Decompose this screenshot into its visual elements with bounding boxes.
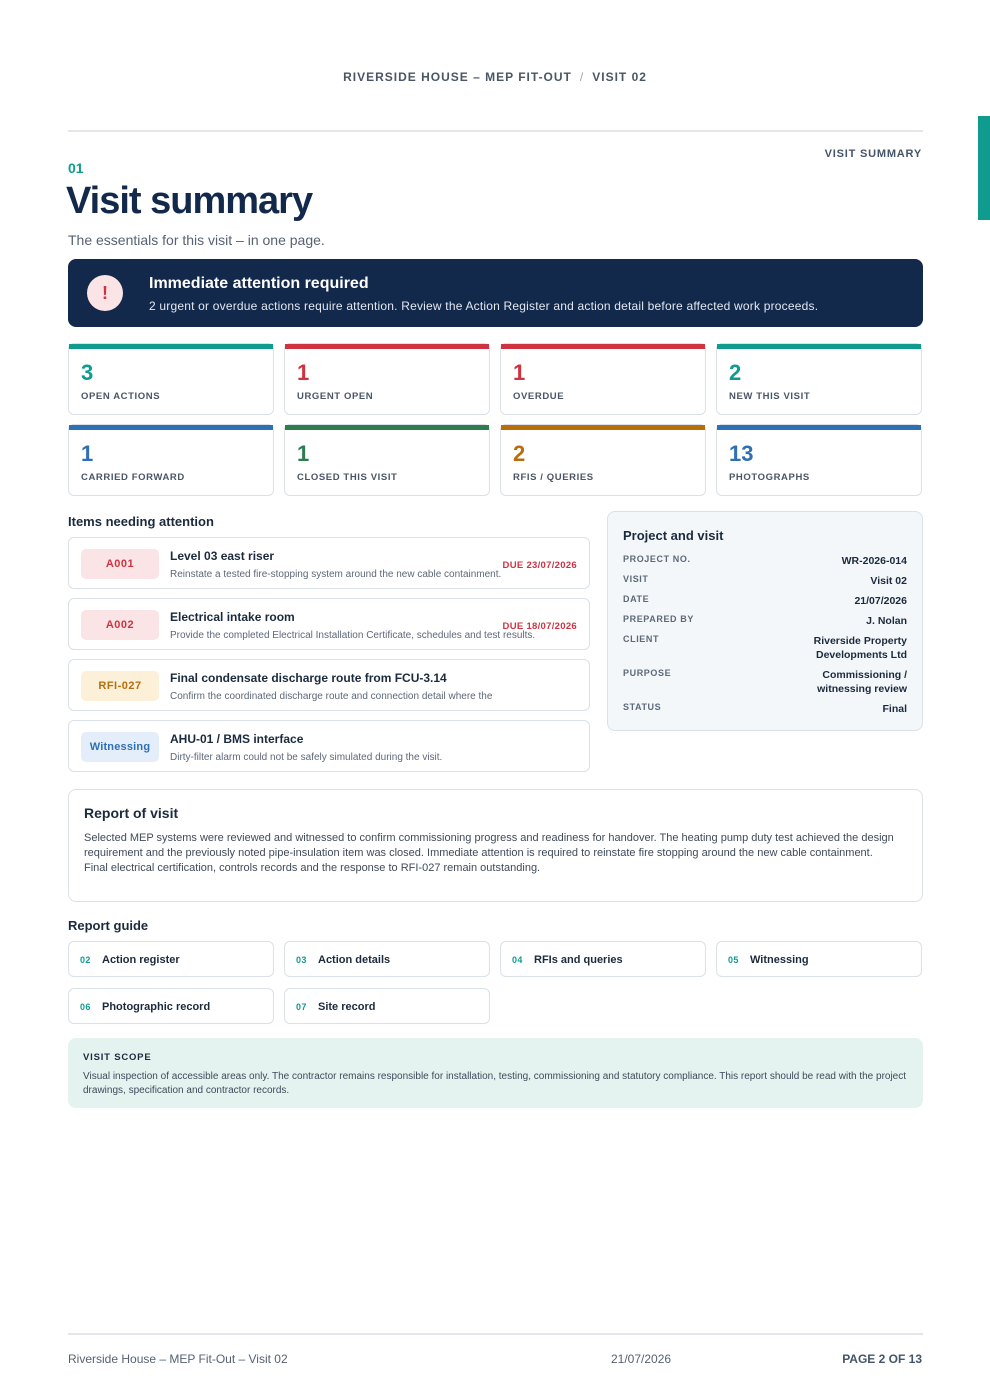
stat-label: PHOTOGRAPHS xyxy=(729,472,810,483)
stat-label: CLOSED THIS VISIT xyxy=(297,472,398,483)
items-heading: Items needing attention xyxy=(68,514,214,529)
row-value-line: witnessing review xyxy=(817,683,907,695)
item-title: Final condensate discharge route from FCU-3.14 xyxy=(170,671,447,685)
stat-value: 3 xyxy=(81,360,94,385)
item-tag: RFI-027 xyxy=(81,671,159,701)
guide-link-rfis-and-queries[interactable] xyxy=(500,941,706,977)
attention-item-a002[interactable] xyxy=(68,598,590,650)
stat-label: NEW THIS VISIT xyxy=(729,391,811,402)
row-key: PREPARED BY xyxy=(623,614,694,624)
report-body: Selected MEP systems were reviewed and witnessed to confirm commissioning progress and readiness for handover. The heating pump duty test achieved the design requirement and the previously noted pipe-insulation item was closed. Immediate attention is required to reinstate fire stopping around the new cable containment. Final electrical certification, controls records and the response to RFI-027 remain outstanding. xyxy=(84,832,894,874)
section-tag: VISIT SUMMARY xyxy=(824,148,922,160)
row-value-line: Riverside Property xyxy=(813,635,907,647)
guide-label: RFIs and queries xyxy=(534,954,623,966)
row-key: DATE xyxy=(623,594,650,604)
guide-number: 07 xyxy=(296,1002,307,1012)
stat-accent-bar xyxy=(285,425,489,430)
row-key: VISIT xyxy=(623,574,649,584)
attention-item-a001[interactable] xyxy=(68,537,590,589)
stat-label: OVERDUE xyxy=(513,391,565,402)
guide-label: Site record xyxy=(318,1001,376,1013)
row-value-line: Commissioning / xyxy=(822,669,907,681)
item-tag: A002 xyxy=(81,610,159,640)
row-value: WR-2026-014 xyxy=(841,555,907,567)
guide-link-photographic-record[interactable] xyxy=(68,988,274,1024)
guide-number: 05 xyxy=(728,955,739,965)
alert-text: 2 urgent or overdue actions require attention. Review the Action Register and action detail before affected work proceeds. xyxy=(149,299,819,313)
row-value xyxy=(814,634,907,662)
header-separator: / xyxy=(579,70,585,84)
row-key: PROJECT NO. xyxy=(623,554,691,564)
alert-icon: ! xyxy=(87,275,123,311)
section-side-tab xyxy=(978,116,990,220)
guide-label: Witnessing xyxy=(750,954,809,966)
guide-link-action-register[interactable] xyxy=(68,941,274,977)
stat-card-rfis-queries xyxy=(500,424,706,496)
attention-item-witnessing[interactable] xyxy=(68,720,590,772)
item-description: Reinstate a tested fire-stopping system around the new cable containment. xyxy=(170,569,502,580)
page-title: Visit summary xyxy=(66,180,313,222)
stat-card-overdue xyxy=(500,343,706,415)
stat-value: 1 xyxy=(297,441,310,466)
visit-scope-note xyxy=(68,1038,923,1108)
footer-date: 21/07/2026 xyxy=(611,1352,672,1366)
stat-card-new-this-visit xyxy=(716,343,922,415)
guide-link-action-details[interactable] xyxy=(284,941,490,977)
stat-label: URGENT OPEN xyxy=(297,391,374,402)
report-of-visit xyxy=(68,789,923,902)
row-key: STATUS xyxy=(623,702,662,712)
guide-link-site-record[interactable] xyxy=(284,988,490,1024)
scope-body: Visual inspection of accessible areas only. The contractor remains responsible for installation, testing, commissioning and statutory compliance. This report should be read with the project drawings, specification and contractor records. xyxy=(83,1071,907,1096)
item-due-date: DUE 23/07/2026 xyxy=(502,560,577,571)
item-due-date: DUE 18/07/2026 xyxy=(502,621,577,632)
guide-number: 03 xyxy=(296,955,307,965)
stat-card-closed-this-visit xyxy=(284,424,490,496)
row-value: Visit 02 xyxy=(870,575,907,587)
item-description: Confirm the coordinated discharge route and connection detail where the xyxy=(170,691,493,702)
header-project: RIVERSIDE HOUSE – MEP FIT-OUT xyxy=(343,70,572,84)
stat-value: 13 xyxy=(729,441,754,466)
stat-accent-bar xyxy=(717,425,921,430)
row-value-line: Developments Ltd xyxy=(815,649,907,661)
guide-number: 02 xyxy=(80,955,91,965)
stat-card-open-actions xyxy=(68,343,274,415)
report-title: Report of visit xyxy=(84,805,179,821)
footer-divider xyxy=(68,1333,923,1335)
stat-accent-bar xyxy=(717,344,921,349)
footer-page-number: PAGE 2 OF 13 xyxy=(842,1352,922,1366)
guide-link-witnessing[interactable] xyxy=(716,941,922,977)
item-title: Electrical intake room xyxy=(170,610,295,624)
alert-title: Immediate attention required xyxy=(149,275,369,292)
footer-document-title: Riverside House – MEP Fit-Out – Visit 02 xyxy=(68,1352,288,1366)
guide-label: Photographic record xyxy=(102,1001,211,1013)
stat-accent-bar xyxy=(69,344,273,349)
attention-alert-banner xyxy=(68,259,923,327)
stat-accent-bar xyxy=(501,344,705,349)
project-visit-panel xyxy=(607,511,923,731)
stat-accent-bar xyxy=(501,425,705,430)
stat-accent-bar xyxy=(285,344,489,349)
item-title: AHU-01 / BMS interface xyxy=(170,732,304,746)
row-value xyxy=(817,668,907,696)
row-value: J. Nolan xyxy=(866,615,907,627)
running-header xyxy=(0,70,990,84)
attention-item-rfi-027[interactable] xyxy=(68,659,590,711)
item-description: Provide the completed Electrical Installation Certificate, schedules and test results. xyxy=(170,630,536,641)
row-value: Final xyxy=(882,703,907,715)
guide-label: Action register xyxy=(102,954,180,966)
stat-value: 1 xyxy=(513,360,526,385)
guide-number: 04 xyxy=(512,955,523,965)
guide-number: 06 xyxy=(80,1002,91,1012)
stat-label: RFIS / QUERIES xyxy=(513,472,594,483)
section-number: 01 xyxy=(68,160,84,176)
row-key: CLIENT xyxy=(623,634,660,644)
report-guide-heading: Report guide xyxy=(68,918,149,933)
stat-value: 2 xyxy=(729,360,742,385)
stat-accent-bar xyxy=(69,425,273,430)
row-key: PURPOSE xyxy=(623,668,672,678)
stat-label: OPEN ACTIONS xyxy=(81,391,161,402)
project-panel-title: Project and visit xyxy=(623,528,724,543)
stat-value: 2 xyxy=(513,441,526,466)
item-description: Dirty-filter alarm could not be safely simulated during the visit. xyxy=(170,752,443,763)
stat-value: 1 xyxy=(297,360,310,385)
guide-label: Action details xyxy=(318,954,391,966)
stat-label: CARRIED FORWARD xyxy=(81,472,185,483)
stat-value: 1 xyxy=(81,441,94,466)
stat-card-urgent-open xyxy=(284,343,490,415)
item-tag: Witnessing xyxy=(81,732,159,762)
header-visit: VISIT 02 xyxy=(592,70,647,84)
row-value: 21/07/2026 xyxy=(854,595,907,607)
item-tag: A001 xyxy=(81,549,159,579)
stat-card-photographs xyxy=(716,424,922,496)
stat-card-carried-forward xyxy=(68,424,274,496)
scope-title: VISIT SCOPE xyxy=(83,1052,152,1063)
page-subtitle: The essentials for this visit – in one page. xyxy=(68,232,325,248)
item-title: Level 03 east riser xyxy=(170,549,275,563)
header-divider xyxy=(68,130,923,132)
